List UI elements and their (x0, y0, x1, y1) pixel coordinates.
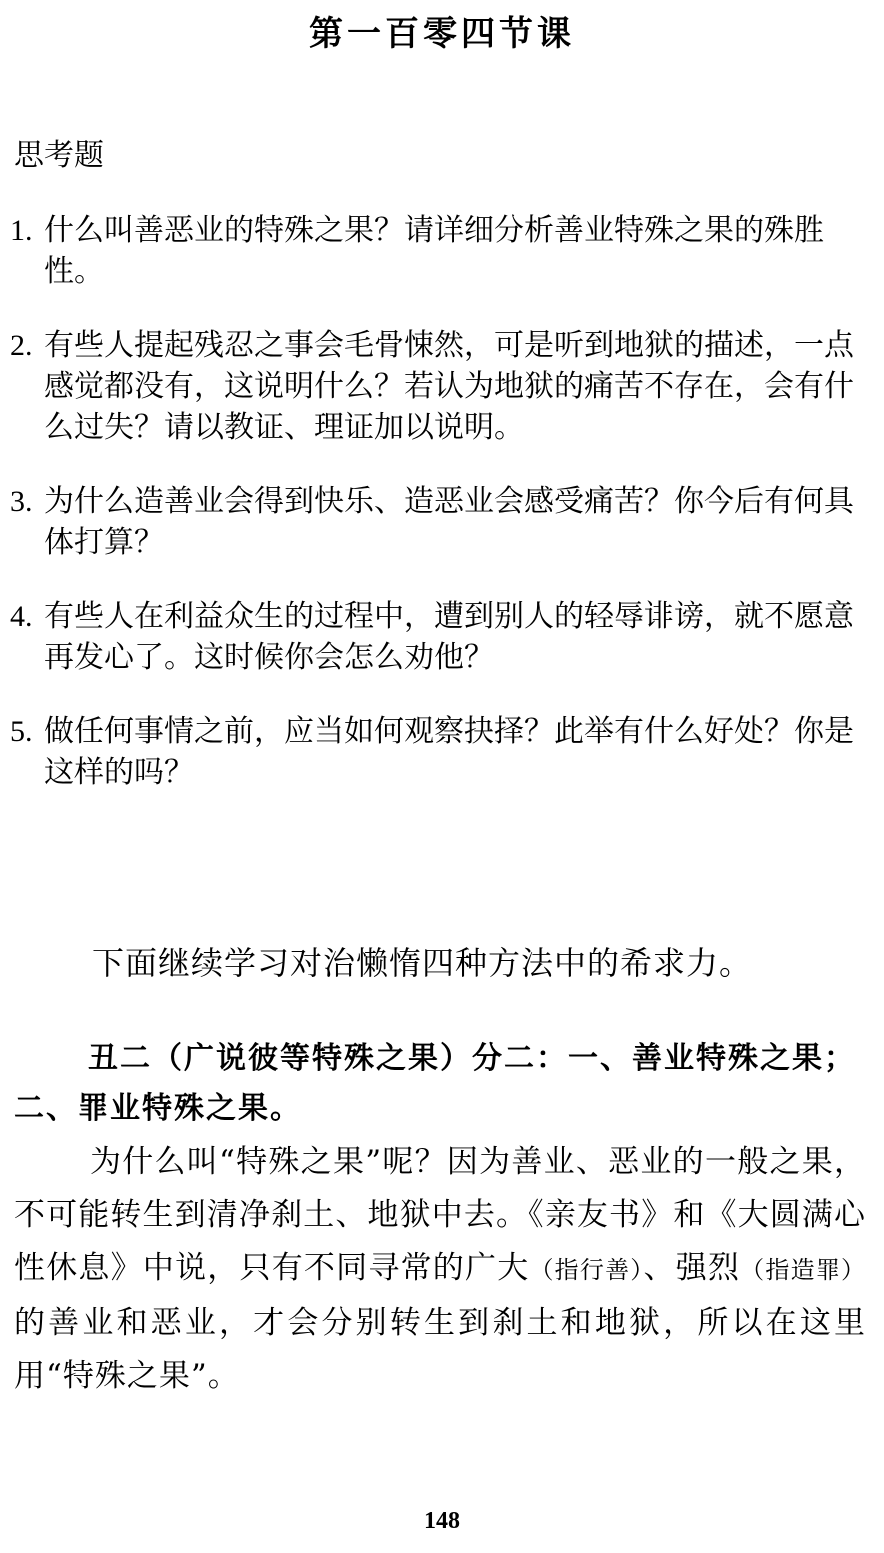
body-text-part: 的善业和恶业，才会分别转生到刹土和地狱，所以在这里用“特殊之果”。 (14, 1305, 866, 1394)
section-heading: 思考题 (14, 138, 104, 173)
body-text-part: 、强烈 (643, 1250, 741, 1286)
question-item (10, 596, 870, 678)
question-item (10, 210, 870, 292)
question-item (10, 325, 870, 448)
question-number: 5. (10, 715, 33, 748)
question-text: 什么叫善恶业的特殊之果？请详细分析善业特殊之果的殊胜性。 (44, 213, 824, 289)
intro-paragraph: 下面继续学习对治懒惰四种方法中的希求力。 (92, 944, 753, 982)
inline-note: （指行善） (529, 1256, 644, 1284)
page-number: 148 (424, 1508, 460, 1534)
question-number: 4. (10, 600, 33, 633)
page-title: 第一百零四节课 (309, 14, 575, 54)
question-number: 1. (10, 214, 33, 247)
question-item (10, 711, 870, 793)
question-number: 3. (10, 485, 33, 518)
question-number: 2. (10, 329, 33, 362)
question-text: 为什么造善业会得到快乐、造恶业会感受痛苦？你今后有何具体打算？ (44, 484, 854, 560)
body-paragraph (14, 1136, 866, 1403)
question-text: 有些人提起残忍之事会毛骨悚然，可是听到地狱的描述，一点感觉都没有，这说明什么？若认为地狱的痛苦不存在，会有什么过失？请以教证、理证加以说明。 (44, 328, 854, 445)
question-text: 有些人在利益众生的过程中，遭到别人的轻辱诽谤，就不愿意再发心了。这时候你会怎么劝他？ (44, 599, 854, 675)
outline-heading: 丑二（广说彼等特殊之果）分二：一、善业特殊之果；二、罪业特殊之果。 (14, 1041, 856, 1126)
body-text-part: 为什么叫“特殊之果”呢？因为善业、恶业的一般之果，不可能转生到清净刹土、地狱中去。《亲友书》和《大圆满心性休息》中说，只有不同寻常的广大 (14, 1144, 866, 1286)
question-text: 做任何事情之前，应当如何观察抉择？此举有什么好处？你是这样的吗？ (44, 714, 854, 790)
question-item (10, 481, 870, 563)
inline-note: （指造罪） (740, 1256, 867, 1284)
question-list (10, 210, 870, 826)
